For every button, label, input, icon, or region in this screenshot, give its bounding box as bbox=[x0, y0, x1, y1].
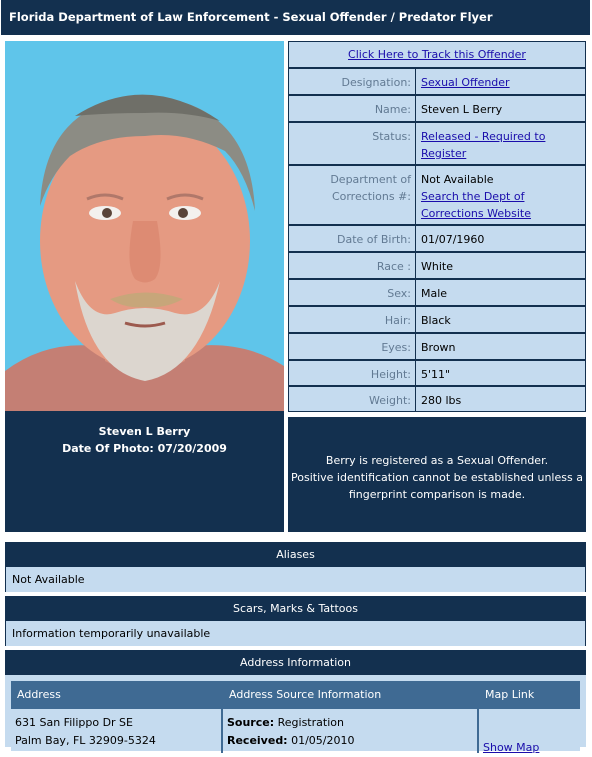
designation-label: Designation: bbox=[341, 76, 411, 89]
date-of-photo: Date Of Photo: 07/20/2009 bbox=[62, 442, 227, 455]
received-value: 01/05/2010 bbox=[291, 734, 355, 747]
aliases-heading: Aliases bbox=[5, 542, 586, 567]
aliases-section bbox=[5, 542, 586, 592]
offender-photo bbox=[5, 41, 284, 411]
weight-value: 280 lbs bbox=[421, 394, 462, 407]
weight-label: Weight: bbox=[368, 394, 411, 407]
status-label: Status: bbox=[372, 130, 411, 143]
designation-row bbox=[289, 69, 585, 94]
eyes-row bbox=[289, 334, 585, 359]
weight-row bbox=[289, 387, 585, 411]
photo-panel bbox=[5, 41, 284, 532]
corrections-value: Not Available bbox=[421, 173, 494, 186]
hair-value: Black bbox=[421, 314, 451, 327]
height-label: Height: bbox=[370, 368, 411, 381]
address-cell bbox=[11, 711, 221, 751]
dob-label: Date of Birth: bbox=[336, 233, 411, 246]
address-street: 631 San Filippo Dr SE bbox=[15, 716, 133, 729]
name-row bbox=[289, 96, 585, 121]
address-section bbox=[5, 650, 586, 675]
identification-notice bbox=[288, 417, 586, 532]
name-label: Name: bbox=[374, 103, 411, 116]
notice-line-1: Berry is registered as a Sexual Offender. bbox=[325, 454, 549, 467]
page-header bbox=[1, 0, 590, 35]
marks-heading: Scars, Marks & Tattoos bbox=[5, 596, 586, 621]
height-value: 5'11" bbox=[421, 368, 451, 381]
height-row bbox=[289, 361, 585, 385]
marks-value: Information temporarily unavailable bbox=[5, 621, 586, 646]
track-row bbox=[289, 42, 585, 67]
notice-line-2: Positive identification cannot be established unless a bbox=[291, 471, 583, 484]
portrait-image bbox=[5, 41, 284, 411]
photo-caption bbox=[5, 423, 284, 457]
eyes-label: Eyes: bbox=[381, 341, 411, 354]
source-cell bbox=[223, 711, 477, 751]
address-heading: Address Information bbox=[5, 650, 586, 675]
sex-value: Male bbox=[421, 287, 448, 300]
source-label: Source: bbox=[227, 716, 275, 729]
dob-row bbox=[289, 226, 585, 251]
dob-value: 01/07/1960 bbox=[421, 233, 485, 246]
page-title: Florida Department of Law Enforcement - Sexual Offender / Predator Flyer bbox=[9, 10, 493, 24]
notice-line-3: fingerprint comparison is made. bbox=[348, 488, 526, 501]
status-line-1: Released - Required to bbox=[421, 130, 546, 143]
status-line-2: Register bbox=[421, 147, 467, 160]
track-offender-link[interactable]: Click Here to Track this Offender bbox=[348, 48, 526, 61]
map-cell bbox=[479, 711, 580, 754]
race-value: White bbox=[421, 260, 453, 273]
hair-row bbox=[289, 307, 585, 332]
offender-details-table bbox=[288, 41, 586, 412]
column-source: Address Source Information bbox=[223, 681, 477, 709]
status-link[interactable] bbox=[421, 130, 545, 160]
corrections-row bbox=[289, 166, 585, 224]
hair-label: Hair: bbox=[384, 314, 411, 327]
address-table-wrapper bbox=[5, 675, 586, 754]
race-row bbox=[289, 253, 585, 278]
column-address: Address bbox=[11, 681, 221, 709]
address-city: Palm Bay, FL 32909-5324 bbox=[15, 734, 156, 747]
received-label: Received: bbox=[227, 734, 288, 747]
status-row bbox=[289, 123, 585, 164]
sex-label: Sex: bbox=[387, 287, 411, 300]
eyes-value: Brown bbox=[421, 341, 456, 354]
offender-name-caption: Steven L Berry bbox=[98, 425, 191, 438]
aliases-value: Not Available bbox=[5, 567, 586, 592]
name-value: Steven L Berry bbox=[421, 103, 503, 116]
race-label: Race : bbox=[376, 260, 411, 273]
column-map-link: Map Link bbox=[479, 681, 580, 709]
source-value: Registration bbox=[277, 716, 344, 729]
show-map-link[interactable]: Show Map bbox=[483, 741, 540, 754]
marks-section bbox=[5, 596, 586, 646]
designation-link[interactable]: Sexual Offender bbox=[421, 76, 510, 89]
corrections-label: Department of Corrections #: bbox=[330, 173, 411, 203]
search-corrections-link[interactable]: Search the Dept of Corrections Website bbox=[421, 190, 531, 220]
sex-row bbox=[289, 280, 585, 305]
